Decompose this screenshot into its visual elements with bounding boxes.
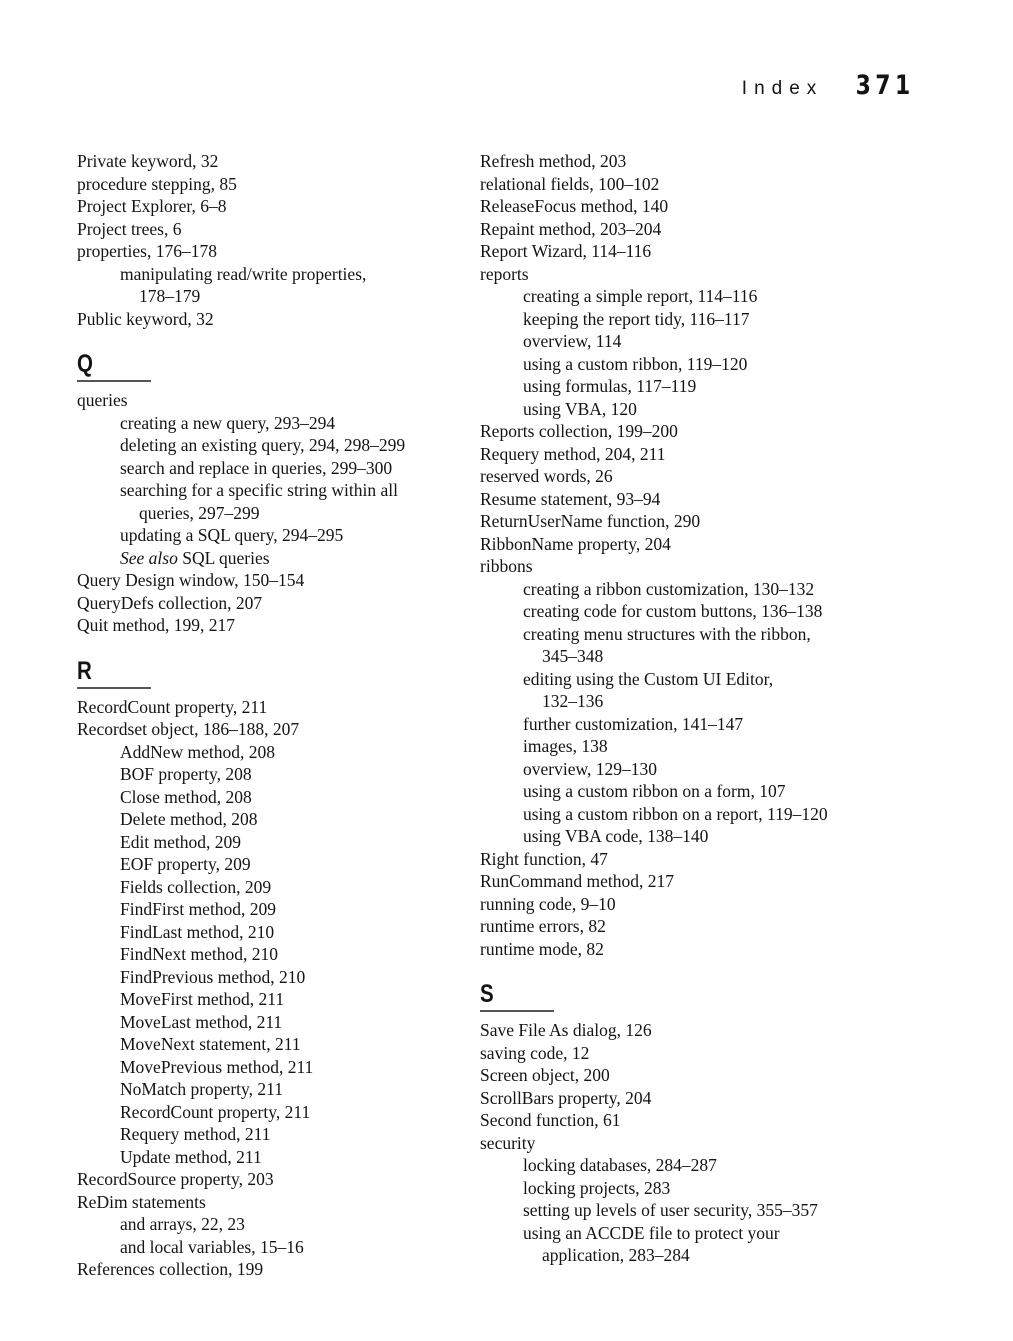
index-entry: procedure stepping, 85 [77, 173, 237, 194]
index-subentry: overview, 129–130 [523, 758, 657, 779]
index-entry: properties, 176–178 [77, 241, 217, 261]
index-subentry: locking databases, 284–287 [523, 1155, 717, 1175]
index-see-also [77, 547, 467, 570]
section-letter: S [480, 980, 494, 1008]
index-entry: runtime errors, 82 [480, 916, 606, 936]
index-entry: Private keyword, 32 [77, 151, 219, 171]
section-letter-heading [480, 981, 900, 1012]
index-subentry: locking projects, 283 [523, 1177, 671, 1198]
index-entry: ReleaseFocus method, 140 [480, 196, 669, 216]
index-entry: reports [480, 263, 529, 284]
page-number: 371 [855, 70, 915, 101]
section-letter-heading [77, 351, 467, 382]
index-subentry: manipulating read/write properties, [120, 263, 367, 284]
index-entry: Screen object, 200 [480, 1065, 610, 1085]
index-subentry: RecordCount property, 211 [120, 1101, 311, 1122]
index-entry: References collection, 199 [77, 1259, 264, 1279]
index-entry: Reports collection, 199–200 [480, 421, 678, 441]
index-entry: queries [77, 390, 128, 410]
index-subentry: using a custom ribbon on a report, 119–120 [523, 803, 828, 824]
index-subentry: overview, 114 [523, 331, 622, 351]
index-subentry: setting up levels of user security, 355–357 [523, 1200, 818, 1220]
index-subentry: Delete method, 208 [120, 809, 258, 829]
index-subentry: MoveFirst method, 211 [120, 989, 285, 1009]
section-letter: R [77, 656, 92, 685]
index-entry: ribbons [480, 556, 533, 576]
index-entry: Save File As dialog, 126 [480, 1020, 652, 1040]
section-rule [480, 1010, 554, 1012]
index-subentry: FindLast method, 210 [120, 921, 275, 942]
index-column-left [77, 150, 467, 1281]
index-entry: Second function, 61 [480, 1110, 621, 1130]
index-subentry: creating a new query, 293–294 [120, 412, 336, 433]
index-subentry: Requery method, 211 [120, 1124, 271, 1144]
index-entry-continuation: 345–348 [542, 646, 604, 666]
index-subentry: FindNext method, 210 [120, 944, 278, 964]
index-entry: saving code, 12 [480, 1042, 590, 1063]
index-entry: Resume statement, 93–94 [480, 488, 661, 509]
index-entry-continuation: 132–136 [542, 691, 604, 711]
index-entry: Quit method, 199, 217 [77, 615, 235, 635]
index-entry: Refresh method, 203 [480, 151, 627, 171]
section-letter-heading [77, 658, 467, 689]
see-also-target: SQL queries [177, 547, 270, 568]
index-entry: runtime mode, 82 [480, 938, 604, 959]
index-entry: Query Design window, 150–154 [77, 570, 305, 590]
index-entry: RunCommand method, 217 [480, 871, 674, 891]
index-subentry: Fields collection, 209 [120, 876, 272, 897]
section-letter: Q [77, 350, 93, 378]
see-also-label: See also [120, 547, 178, 568]
index-subentry: further customization, 141–147 [523, 713, 744, 734]
index-subentry: FindFirst method, 209 [120, 899, 277, 919]
index-entry: QueryDefs collection, 207 [77, 592, 263, 613]
index-subentry: using VBA, 120 [523, 398, 637, 419]
index-entry: ReDim statements [77, 1191, 206, 1212]
index-subentry: EOF property, 209 [120, 854, 251, 874]
index-entry: Report Wizard, 114–116 [480, 241, 652, 261]
index-subentry: AddNew method, 208 [120, 741, 276, 762]
index-subentry: searching for a specific string within all [120, 480, 398, 500]
index-entry: Requery method, 204, 211 [480, 443, 666, 464]
index-subentry: MoveNext statement, 211 [120, 1034, 301, 1054]
index-entry: RibbonName property, 204 [480, 533, 671, 554]
index-subentry: creating a ribbon customization, 130–132 [523, 578, 815, 599]
index-subentry: creating menu structures with the ribbon, [523, 623, 811, 644]
index-entry: security [480, 1132, 536, 1153]
index-column-right [480, 150, 900, 1267]
section-rule [77, 380, 151, 382]
index-subentry: and local variables, 15–16 [120, 1236, 304, 1257]
index-subentry: updating a SQL query, 294–295 [120, 525, 344, 545]
index-subentry: deleting an existing query, 294, 298–299 [120, 435, 406, 455]
running-header [742, 70, 915, 106]
index-subentry: keeping the report tidy, 116–117 [523, 308, 750, 329]
section-rule [77, 687, 151, 689]
index-subentry: using an ACCDE file to protect your [523, 1222, 780, 1243]
index-subentry: BOF property, 208 [120, 764, 252, 784]
index-entry: Project Explorer, 6–8 [77, 196, 227, 216]
index-entry: reserved words, 26 [480, 466, 613, 486]
index-entry: Repaint method, 203–204 [480, 218, 662, 239]
index-entry: relational fields, 100–102 [480, 173, 660, 194]
index-entry: running code, 9–10 [480, 893, 616, 914]
index-subentry: using a custom ribbon, 119–120 [523, 353, 748, 374]
index-subentry: FindPrevious method, 210 [120, 966, 306, 987]
index-entry: RecordCount property, 211 [77, 696, 268, 717]
header-title: Index [741, 78, 824, 99]
index-entry: Public keyword, 32 [77, 308, 214, 329]
index-entry: ReturnUserName function, 290 [480, 511, 701, 531]
index-entry: Project trees, 6 [77, 218, 182, 239]
index-entry: Right function, 47 [480, 848, 608, 869]
index-subentry: editing using the Custom UI Editor, [523, 668, 774, 689]
index-subentry: using a custom ribbon on a form, 107 [523, 781, 786, 801]
index-entry: Recordset object, 186–188, 207 [77, 719, 300, 739]
index-subentry: creating code for custom buttons, 136–138 [523, 601, 823, 621]
index-subentry: images, 138 [523, 736, 608, 756]
index-subentry: creating a simple report, 114–116 [523, 286, 758, 306]
index-entry: ScrollBars property, 204 [480, 1087, 652, 1108]
index-subentry: Close method, 208 [120, 786, 252, 807]
index-subentry: using VBA code, 138–140 [523, 826, 709, 846]
index-subentry: MovePrevious method, 211 [120, 1056, 314, 1077]
index-entry-continuation: 178–179 [139, 286, 201, 306]
index-entry-continuation: application, 283–284 [542, 1245, 690, 1265]
index-subentry: Edit method, 209 [120, 831, 242, 852]
index-subentry: Update method, 211 [120, 1146, 262, 1167]
index-subentry: MoveLast method, 211 [120, 1011, 283, 1032]
index-subentry: using formulas, 117–119 [523, 376, 697, 396]
index-subentry: NoMatch property, 211 [120, 1079, 283, 1099]
index-subentry: search and replace in queries, 299–300 [120, 457, 393, 478]
index-subentry: and arrays, 22, 23 [120, 1214, 245, 1234]
index-entry: RecordSource property, 203 [77, 1169, 274, 1189]
index-entry-continuation: queries, 297–299 [139, 502, 260, 523]
